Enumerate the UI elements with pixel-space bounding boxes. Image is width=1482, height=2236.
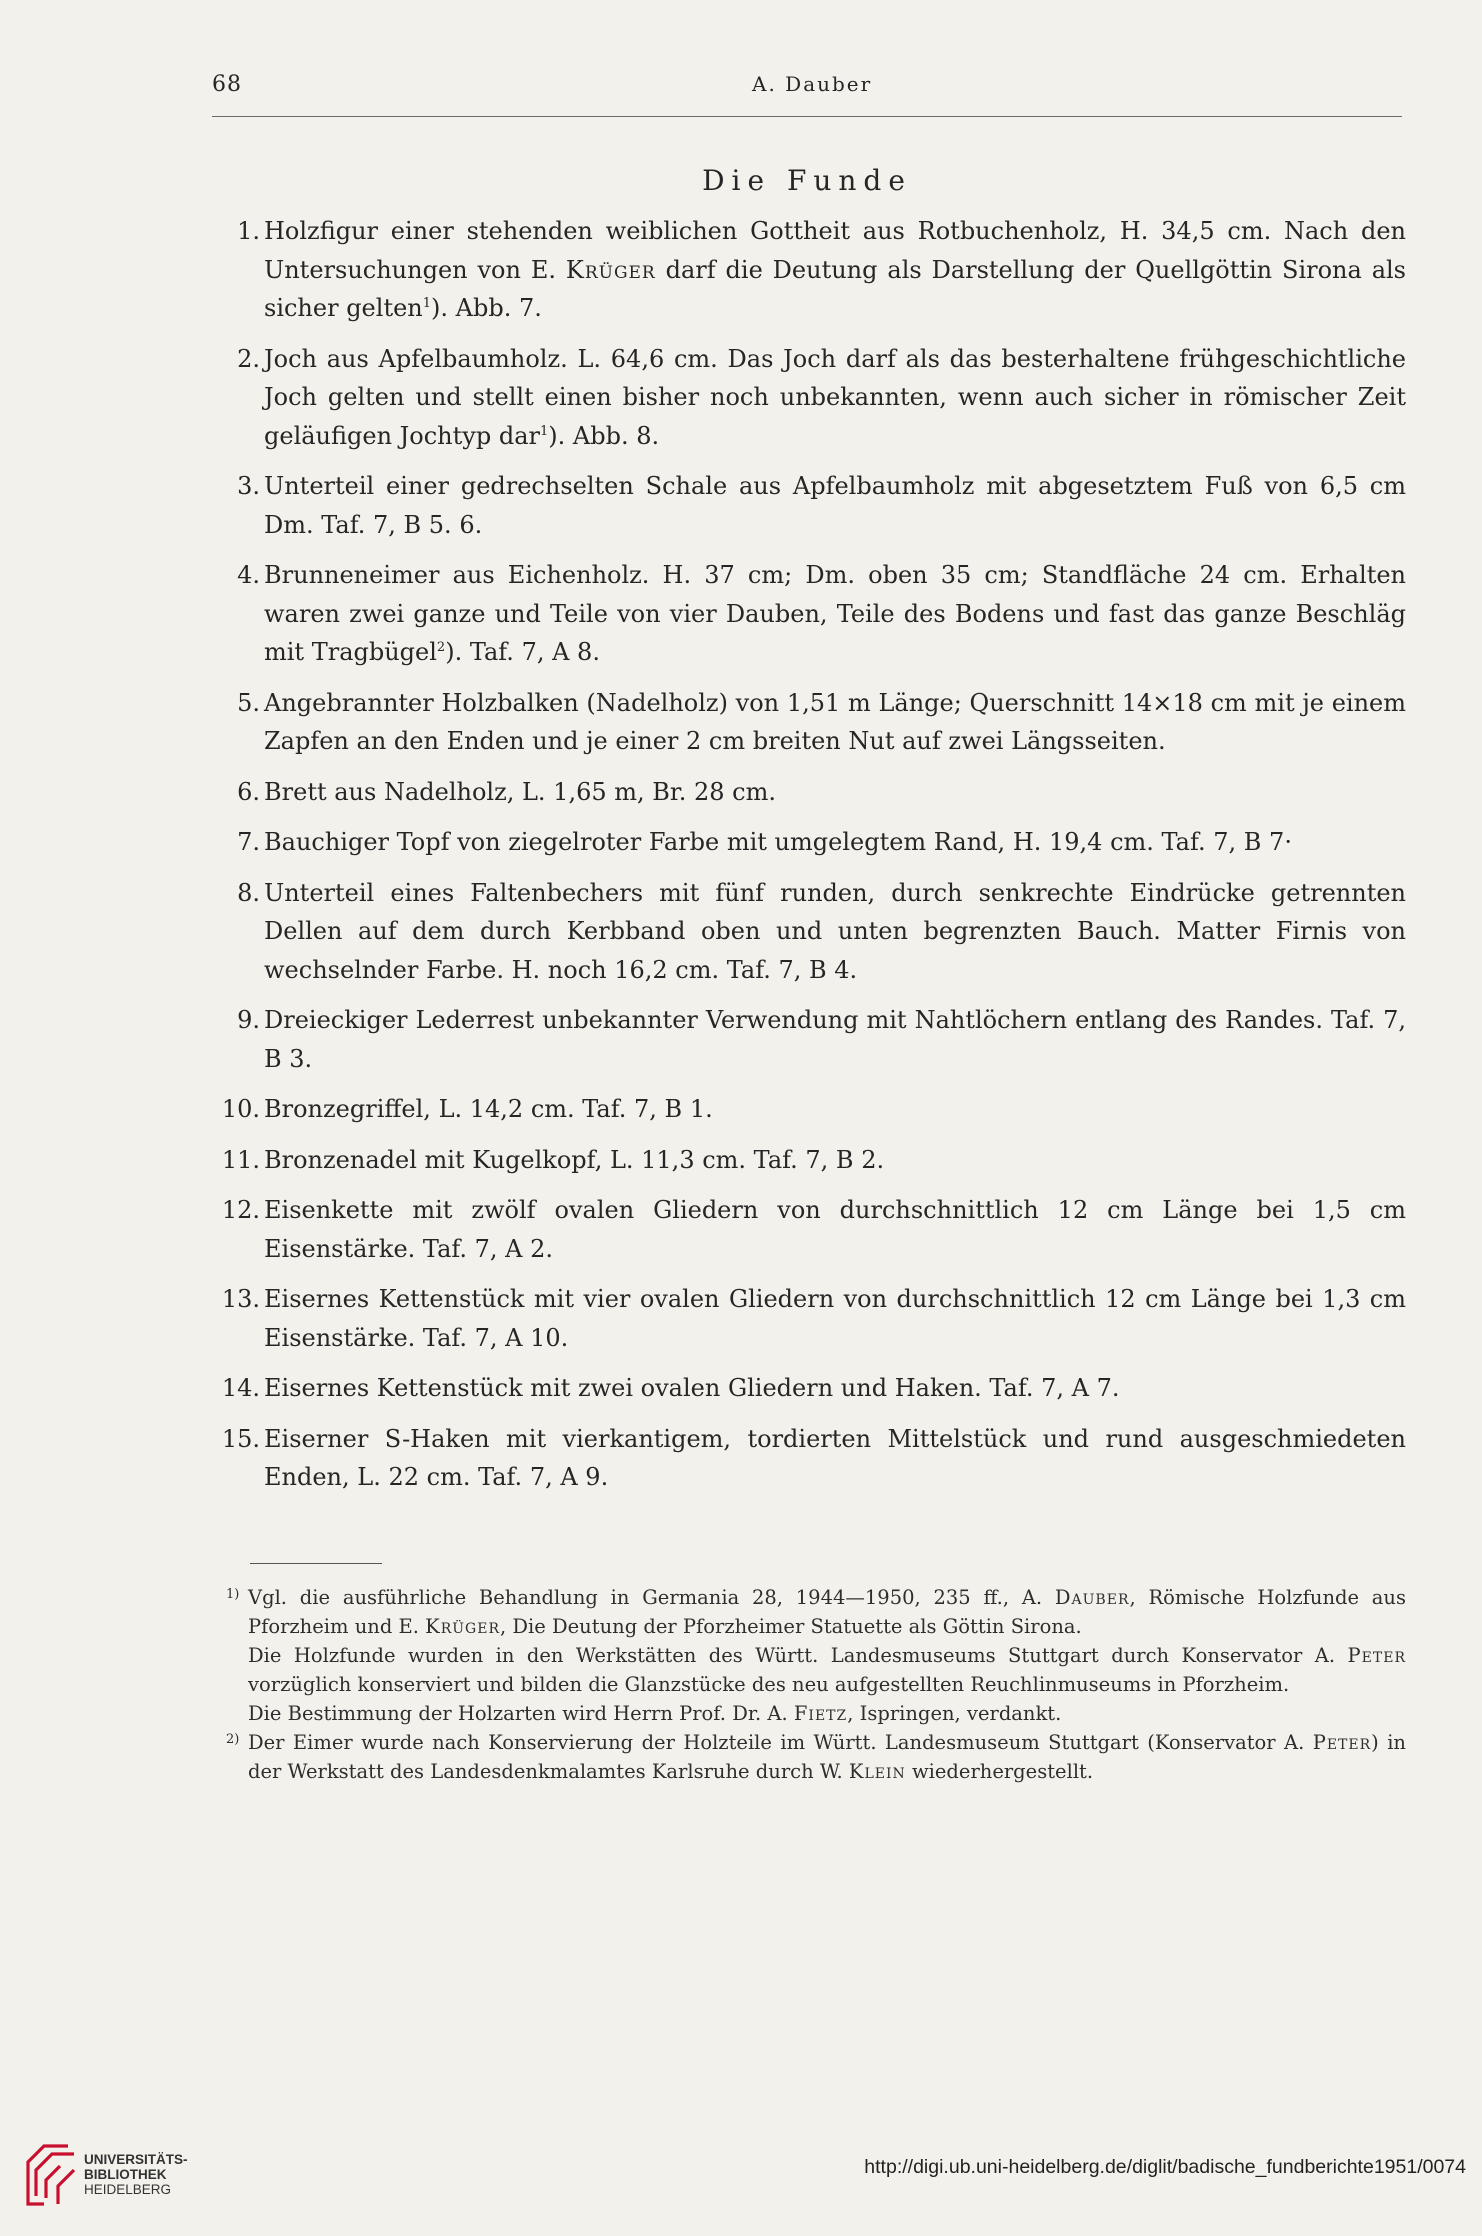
find-description	[264, 1146, 884, 1174]
find-item	[210, 1141, 1406, 1180]
find-number: 2.	[237, 344, 260, 373]
footnote-marker: 1)	[226, 1587, 240, 1602]
text-run: Unterteil einer gedrechselten Schale aus Apfelbaumholz mit abgesetztem Fuß von 6,5 cm Dm. Taf. 7, B 5. 6.	[264, 472, 1406, 539]
text-run: Vgl. die ausführliche Behandlung in Germania 28, 1944—1950, 235 ff., A.	[248, 1586, 1055, 1609]
find-description	[264, 217, 1406, 322]
author-name: Peter	[1347, 1644, 1406, 1667]
find-item	[210, 773, 1406, 812]
text-run: , Ispringen, verdankt.	[847, 1702, 1062, 1725]
find-number: 12.	[221, 1196, 260, 1224]
find-number: 10.	[221, 1095, 260, 1123]
find-description	[264, 1006, 1406, 1073]
text-run: Die Holzfunde wurden in den Werkstätten des Württ. Landesmuseums Stuttgart durch Konservator A.	[248, 1644, 1348, 1667]
page-number: 68	[212, 72, 242, 97]
find-description	[264, 561, 1406, 666]
find-item	[210, 1280, 1406, 1357]
text-run: Angebrannter Holzbalken (Nadelholz) von 1,51 m Länge; Querschnitt 14×18 cm mit je einem Zapfen an den Enden und je einer 2 cm breiten Nut auf zwei Längsseiten.	[264, 688, 1406, 755]
page-header	[212, 72, 1402, 117]
find-item	[210, 1369, 1406, 1408]
text-run: Unterteil eines Faltenbechers mit fünf runden, durch senkrechte Eindrücke getrennten Dellen auf dem durch Kerbband oben und unten begrenzten Bauch. Matter Firnis von wechselnder Farbe. H. noch 16,2 cm. Taf. 7, B 4.	[264, 878, 1406, 984]
footnote	[210, 1583, 1406, 1641]
find-number: 11.	[221, 1145, 260, 1174]
find-description	[264, 1425, 1406, 1492]
text-run: Brunneneimer aus Eichenholz. H. 37 cm; Dm. oben 35 cm; Standfläche 24 cm. Erhalten waren zwei ganze und Teile von vier Dauben, Teile des Bodens und fast das ganze Beschläg mit Tragbügel	[264, 561, 1406, 666]
library-name-line-1: UNIVERSITÄTS-	[84, 2152, 188, 2167]
text-run: ). Abb. 8.	[548, 421, 660, 450]
find-number: 7.	[237, 828, 260, 856]
find-item	[210, 467, 1406, 544]
footnote-reference: 1	[422, 296, 432, 311]
text-run: Holzfigur einer stehenden weiblichen Gottheit aus Rotbuchenholz, H. 34,5 cm. Nach den Untersuchungen von E.	[264, 217, 1406, 284]
text-run: Bronzenadel mit Kugelkopf, L. 11,3 cm. Taf. 7, B 2.	[264, 1145, 885, 1174]
text-run: , Die Deutung der Pforzheimer Statuette als Göttin Sirona.	[500, 1615, 1082, 1638]
footnote-marker: 2)	[226, 1732, 240, 1747]
library-logo-icon	[20, 2140, 82, 2210]
author-name: Krüger	[425, 1615, 500, 1638]
find-description	[264, 689, 1406, 756]
find-description	[264, 879, 1406, 984]
section-title: Die Funde	[702, 164, 912, 197]
find-number: 5.	[237, 688, 260, 717]
find-item	[210, 340, 1406, 456]
find-description	[264, 778, 776, 806]
find-item	[210, 874, 1406, 990]
find-description	[264, 828, 1292, 856]
find-description	[264, 472, 1406, 539]
text-run: Bauchiger Topf von ziegelroter Farbe mit umgelegtem Rand, H. 19,4 cm. Taf. 7, B 7·	[264, 828, 1292, 856]
text-run: vorzüglich konserviert und bilden die Glanzstücke des neu aufgestellten Reuchlinmuseums in Pforzheim.	[248, 1673, 1290, 1696]
find-description	[264, 1196, 1406, 1263]
finds-list	[210, 212, 1406, 1509]
find-number: 9.	[237, 1006, 260, 1034]
text-run: Eisernes Kettenstück mit vier ovalen Gliedern von durchschnittlich 12 cm Länge bei 1,3 cm Eisenstärke. Taf. 7, A 10.	[264, 1285, 1406, 1352]
text-run: Die Bestimmung der Holzarten wird Herrn Prof. Dr. A.	[248, 1702, 794, 1725]
find-number: 14.	[221, 1374, 260, 1402]
find-number: 4.	[237, 561, 260, 589]
footnote	[210, 1699, 1406, 1728]
find-number: 8.	[237, 878, 260, 907]
find-item	[210, 1191, 1406, 1268]
footnote-reference: 2	[436, 640, 446, 655]
footnote	[210, 1728, 1406, 1786]
find-description	[264, 1095, 713, 1123]
text-run: wiederhergestellt.	[905, 1760, 1094, 1783]
footnote	[210, 1641, 1406, 1699]
find-item	[210, 1090, 1406, 1129]
text-run: , Römische Holzfunde aus Pforzheim und E.	[248, 1586, 1406, 1638]
find-number: 1.	[237, 217, 260, 245]
text-run: ). Taf. 7, A 8.	[445, 638, 600, 666]
author-name: Dauber	[1054, 1586, 1130, 1609]
footnotes	[210, 1583, 1406, 1786]
find-item	[210, 1001, 1406, 1078]
footnote-reference: 1	[539, 423, 549, 439]
author-name: Fietz	[793, 1702, 848, 1725]
library-name	[84, 2152, 188, 2197]
find-item	[210, 1420, 1406, 1497]
author-name: Krüger	[565, 255, 656, 284]
text-run: Dreieckiger Lederrest unbekannter Verwendung mit Nahtlöchern entlang des Randes. Taf. 7, B 3.	[264, 1006, 1406, 1073]
library-name-line-2: BIBLIOTHEK	[84, 2167, 167, 2182]
find-item	[210, 823, 1406, 862]
text-run: Eisernes Kettenstück mit zwei ovalen Gliedern und Haken. Taf. 7, A 7.	[264, 1374, 1120, 1402]
find-number: 13.	[221, 1285, 260, 1313]
text-run: ). Abb. 7.	[431, 294, 542, 322]
find-description	[264, 1285, 1406, 1352]
author-name: Klein	[848, 1760, 906, 1783]
text-run: darf die Deutung als Darstellung der Quellgöttin Sirona als sicher gelten	[264, 255, 1406, 322]
text-run: Der Eimer wurde nach Konservierung der Holzteile im Württ. Landesmuseum Stuttgart (Konservator A.	[248, 1731, 1313, 1754]
find-number: 15.	[221, 1424, 260, 1453]
text-run: Eiserner S-Haken mit vierkantigem, tordierten Mittelstück und rund ausgeschmiedeten Enden, L. 22 cm. Taf. 7, A 9.	[264, 1424, 1406, 1491]
find-number: 6.	[237, 777, 260, 806]
find-item	[210, 684, 1406, 761]
source-url-link[interactable]: http://digi.ub.uni-heidelberg.de/diglit/badische_fundberichte1951/0074	[864, 2156, 1466, 2178]
text-run: Eisenkette mit zwölf ovalen Gliedern von durchschnittlich 12 cm Länge bei 1,5 cm Eisenstärke. Taf. 7, A 2.	[264, 1196, 1406, 1263]
running-head: A. Dauber	[752, 72, 873, 96]
footnote-divider	[250, 1563, 382, 1564]
find-description	[264, 1374, 1120, 1402]
author-name: Peter	[1312, 1731, 1372, 1754]
library-name-line-3: HEIDELBERG	[84, 2182, 172, 2197]
text-run: Brett aus Nadelholz, L. 1,65 m, Br. 28 cm.	[264, 777, 776, 806]
find-item	[210, 212, 1406, 328]
text-run: Bronzegriffel, L. 14,2 cm. Taf. 7, B 1.	[264, 1095, 713, 1123]
text-run: Joch aus Apfelbaumholz. L. 64,6 cm. Das Joch darf als das besterhaltene frühgeschichtliche Joch gelten und stellt einen bisher noch unbekannten, wenn auch sicher in römischer Zeit geläufigen Jochtyp dar	[264, 344, 1406, 450]
find-number: 3.	[237, 472, 260, 500]
find-description	[264, 345, 1406, 450]
text-run: ) in der Werkstatt des Landesdenkmalamtes Karlsruhe durch W.	[248, 1731, 1406, 1783]
find-item	[210, 556, 1406, 672]
